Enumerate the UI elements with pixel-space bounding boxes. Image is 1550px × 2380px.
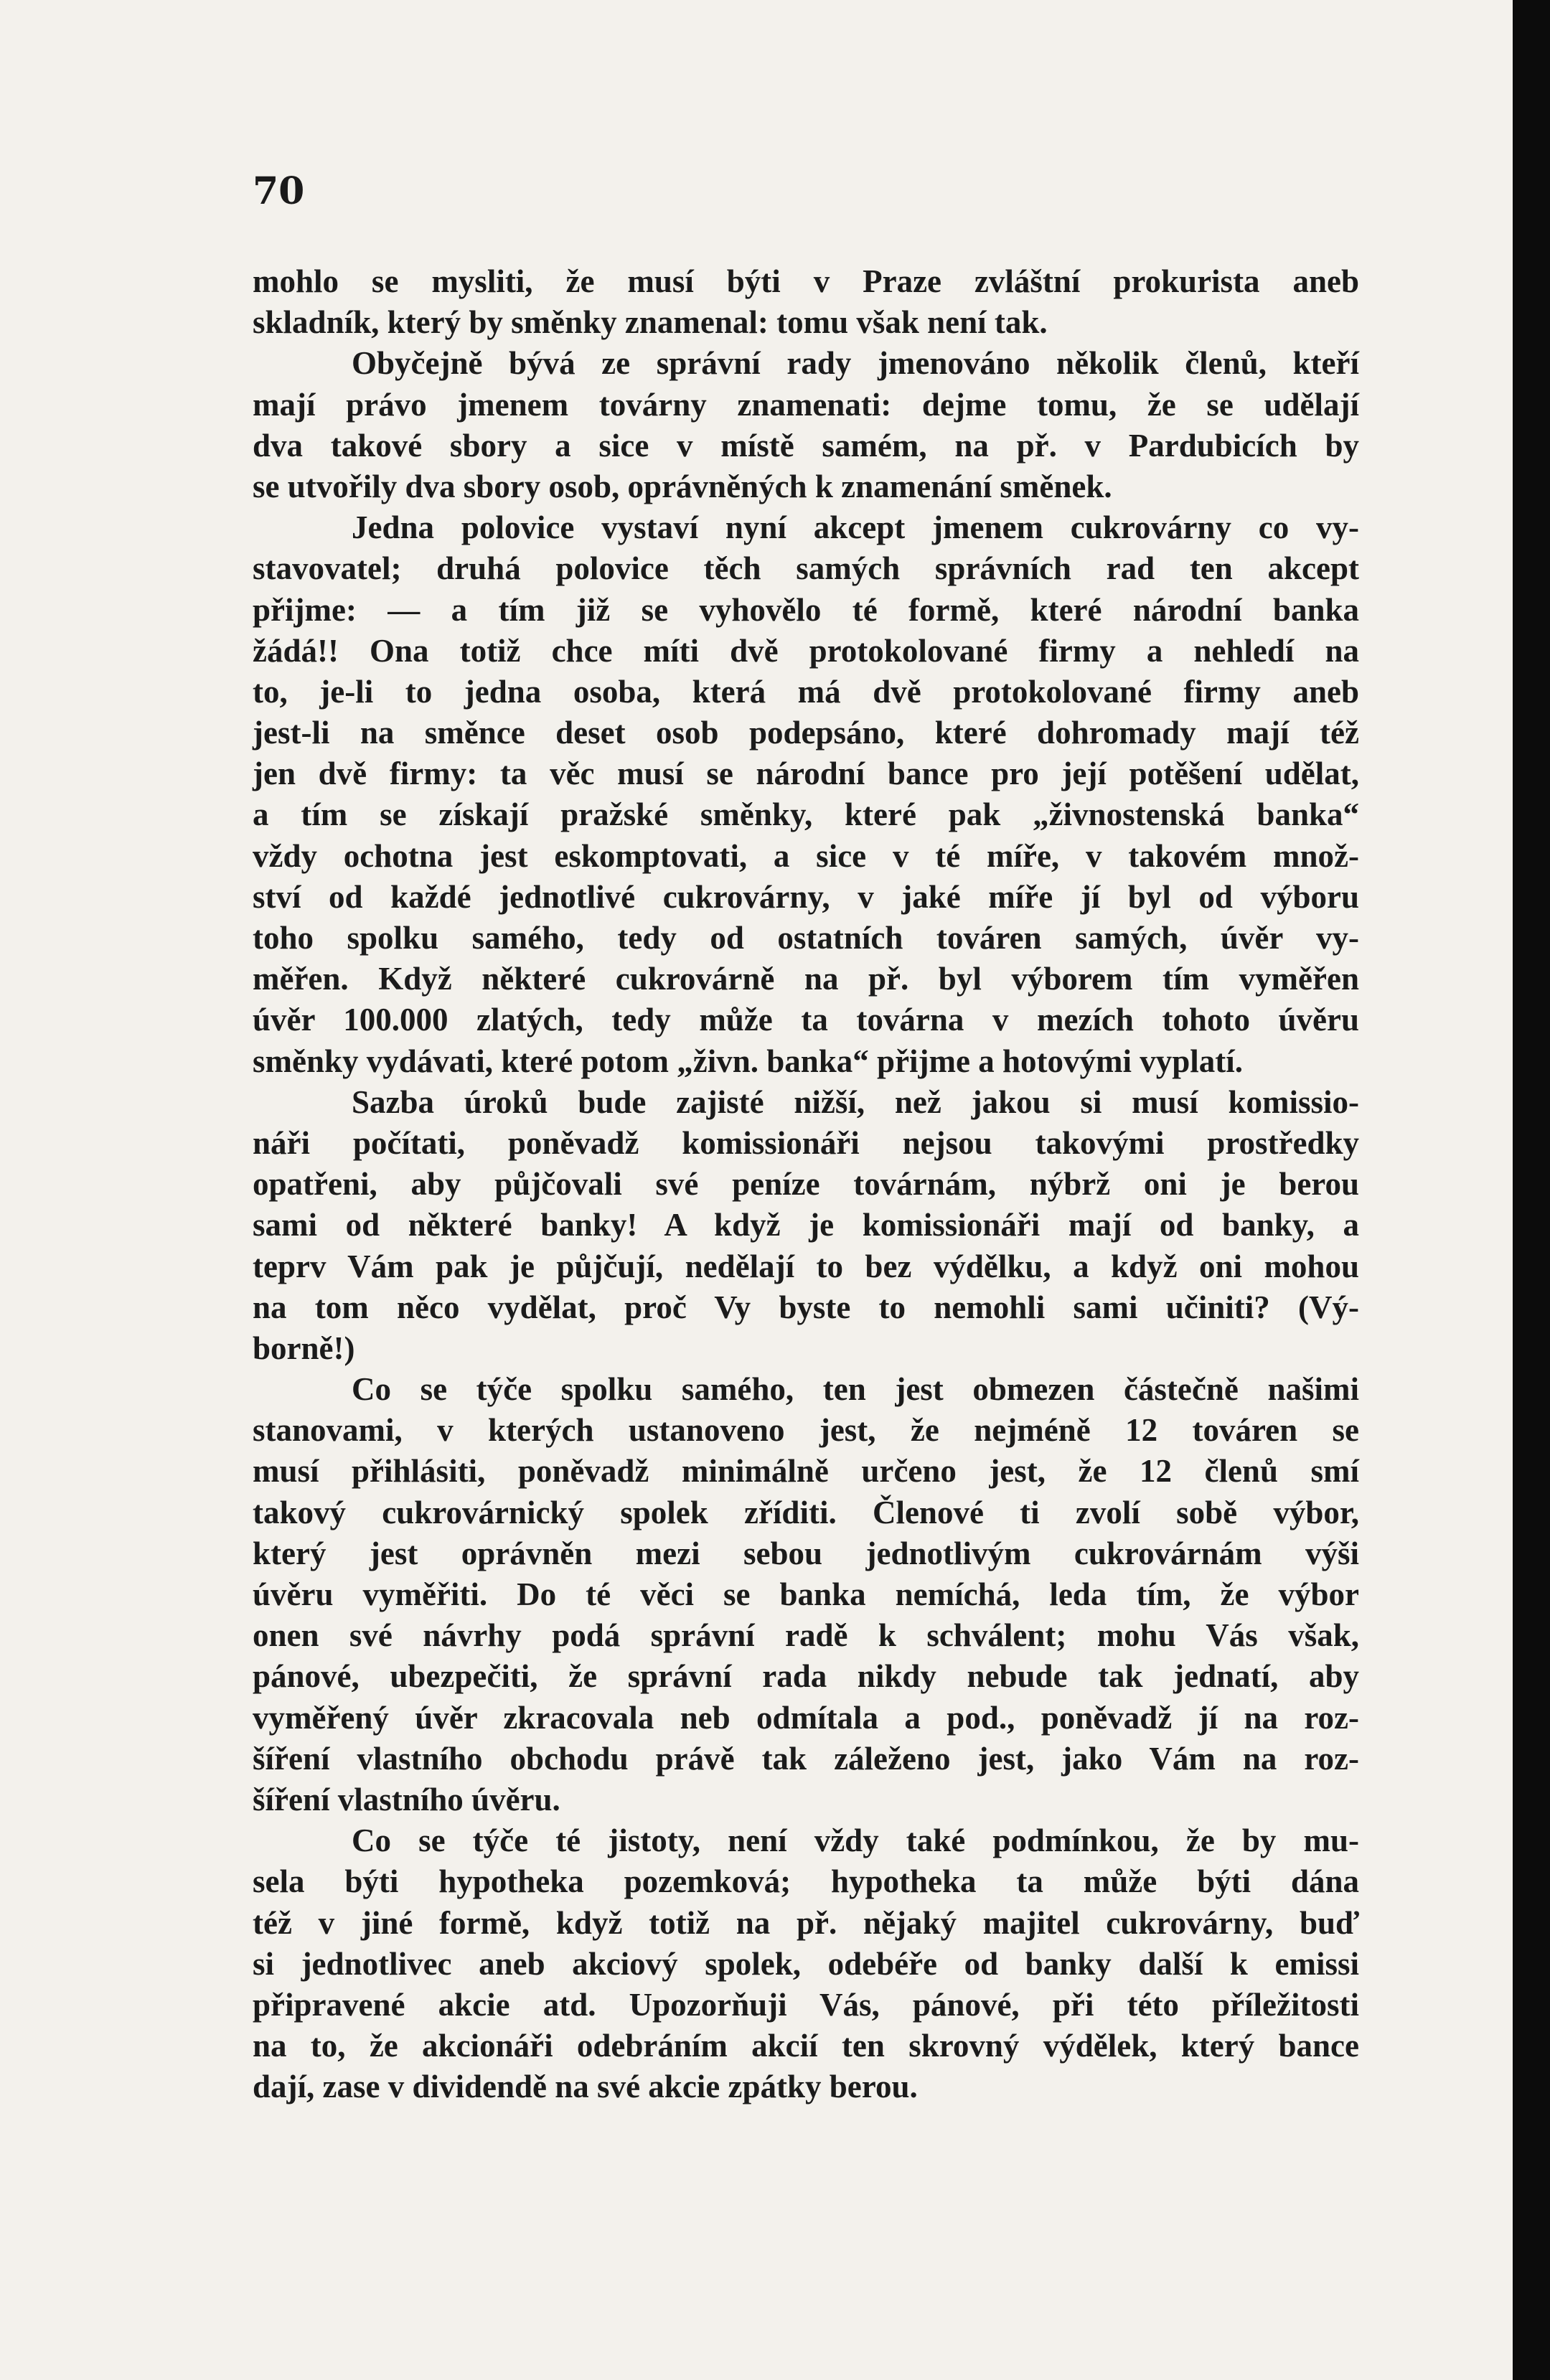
text-line: Co se týče spolku samého, ten jest obmezen částečně našimi xyxy=(352,1371,1359,1408)
text-line: žádá!! Ona totiž chce míti dvě protokolované firmy a nehledí na xyxy=(253,632,1359,669)
text-line: stanovami, v kterých ustanoveno jest, že nejméně 12 továren se xyxy=(253,1412,1359,1449)
text-line: borně!) xyxy=(253,1330,355,1366)
text-line: mohlo se mysliti, že musí býti v Praze zvláštní prokurista aneb xyxy=(253,263,1359,299)
text-line: šíření vlastního úvěru. xyxy=(253,1781,560,1817)
text-line: se utvořily dva sbory osob, oprávněných k znamenání směnek. xyxy=(253,468,1112,504)
text-line: dva takové sbory a sice v místě samém, na př. v Pardubicích by xyxy=(253,427,1359,464)
text-line: a tím se získají pražské směnky, které pak „živnostenská banka“ xyxy=(253,796,1359,833)
text-line: ství od každé jednotlivé cukrovárny, v jaké míře jí byl od výboru xyxy=(253,878,1359,915)
body-text xyxy=(253,261,1359,2107)
text-line: Obyčejně bývá ze správní rady jmenováno několik členů, kteří xyxy=(352,345,1359,382)
text-line: jen dvě firmy: ta věc musí se národní bance pro její potěšení udělat, xyxy=(253,756,1359,792)
text-line: musí přihlásiti, poněvadž minimálně určeno jest, že 12 členů smí xyxy=(253,1453,1359,1490)
text-line: sela býti hypotheka pozemková; hypotheka ta může býti dána xyxy=(253,1863,1359,1900)
text-line: onen své návrhy podá správní radě k schválent; mohu Vás však, xyxy=(253,1617,1359,1654)
text-line: Jedna polovice vystaví nyní akcept jmenem cukrovárny co vy- xyxy=(352,509,1359,546)
text-line: takový cukrovárnický spolek zříditi. Členové ti zvolí sobě výbor, xyxy=(253,1494,1359,1530)
text-line: opatřeni, aby půjčovali své peníze továrnám, nýbrž oni je berou xyxy=(253,1166,1359,1203)
text-line: přijme: — a tím již se vyhovělo té formě, které národní banka xyxy=(253,591,1359,628)
text-line: měřen. Když některé cukrovárně na př. byl výborem tím vyměřen xyxy=(253,961,1359,997)
text-line: připravené akcie atd. Upozorňuji Vás, pánové, při této příležitosti xyxy=(253,1986,1359,2023)
text-line: teprv Vám pak je půjčují, nedělají to bez výdělku, a když oni mohou xyxy=(253,1248,1359,1284)
text-line: to, je-li to jedna osoba, která má dvě protokolované firmy aneb xyxy=(253,673,1359,710)
text-line: pánové, ubezpečiti, že správní rada nikdy nebude tak jednatí, aby xyxy=(253,1658,1359,1695)
text-line: mají právo jmenem továrny znamenati: dejme tomu, že se udělají xyxy=(253,386,1359,423)
text-line: sami od některé banky! A když je komissionáři mají od banky, a xyxy=(253,1207,1359,1243)
text-line: toho spolku samého, tedy od ostatních továren samých, úvěr vy- xyxy=(253,920,1359,956)
text-line: dají, zase v dividendě na své akcie zpátky berou. xyxy=(253,2069,918,2105)
text-line: náři počítati, poněvadž komissionáři nejsou takovými prostředky xyxy=(253,1124,1359,1161)
text-line: Sazba úroků bude zajisté nižší, než jakou si musí komissio- xyxy=(352,1083,1359,1120)
text-line: na tom něco vydělat, proč Vy byste to nemohli sami učiniti? (Vý- xyxy=(253,1289,1359,1325)
text-line: úvěr 100.000 zlatých, tedy může ta továrna v mezích tohoto úvěru xyxy=(253,1002,1359,1038)
text-line: Co se týče té jistoty, není vždy také podmínkou, že by mu- xyxy=(352,1822,1359,1859)
text-line: úvěru vyměřiti. Do té věci se banka nemíchá, leda tím, že výbor xyxy=(253,1576,1359,1612)
text-line: si jednotlivec aneb akciový spolek, odebéře od banky další k emissi xyxy=(253,1945,1359,1982)
text-line: na to, že akcionáři odebráním akcií ten skrovný výdělek, který bance xyxy=(253,2028,1359,2064)
text-line: směnky vydávati, které potom „živn. banka“ přijme a hotovými vyplatí. xyxy=(253,1043,1244,1079)
text-line: jest-li na směnce deset osob podepsáno, které dohromady mají též xyxy=(253,715,1359,751)
text-line: šíření vlastního obchodu právě tak záleženo jest, jako Vám na roz- xyxy=(253,1740,1359,1777)
text-line: skladník, který by směnky znamenal: tomu však není tak. xyxy=(253,304,1048,341)
text-line: vždy ochotna jest eskomptovati, a sice v té míře, v takovém množ- xyxy=(253,837,1359,874)
page-number: 70 xyxy=(253,169,305,213)
text-line: též v jiné formě, když totiž na př. nějaký majitel cukrovárny, buď xyxy=(253,1904,1359,1941)
text-line: stavovatel; druhá polovice těch samých správních rad ten akcept xyxy=(253,550,1359,587)
text-line: který jest oprávněn mezi sebou jednotlivým cukrovárnám výši xyxy=(253,1535,1359,1571)
text-line: vyměřený úvěr zkracovala neb odmítala a pod., poněvadž jí na roz- xyxy=(253,1699,1359,1736)
